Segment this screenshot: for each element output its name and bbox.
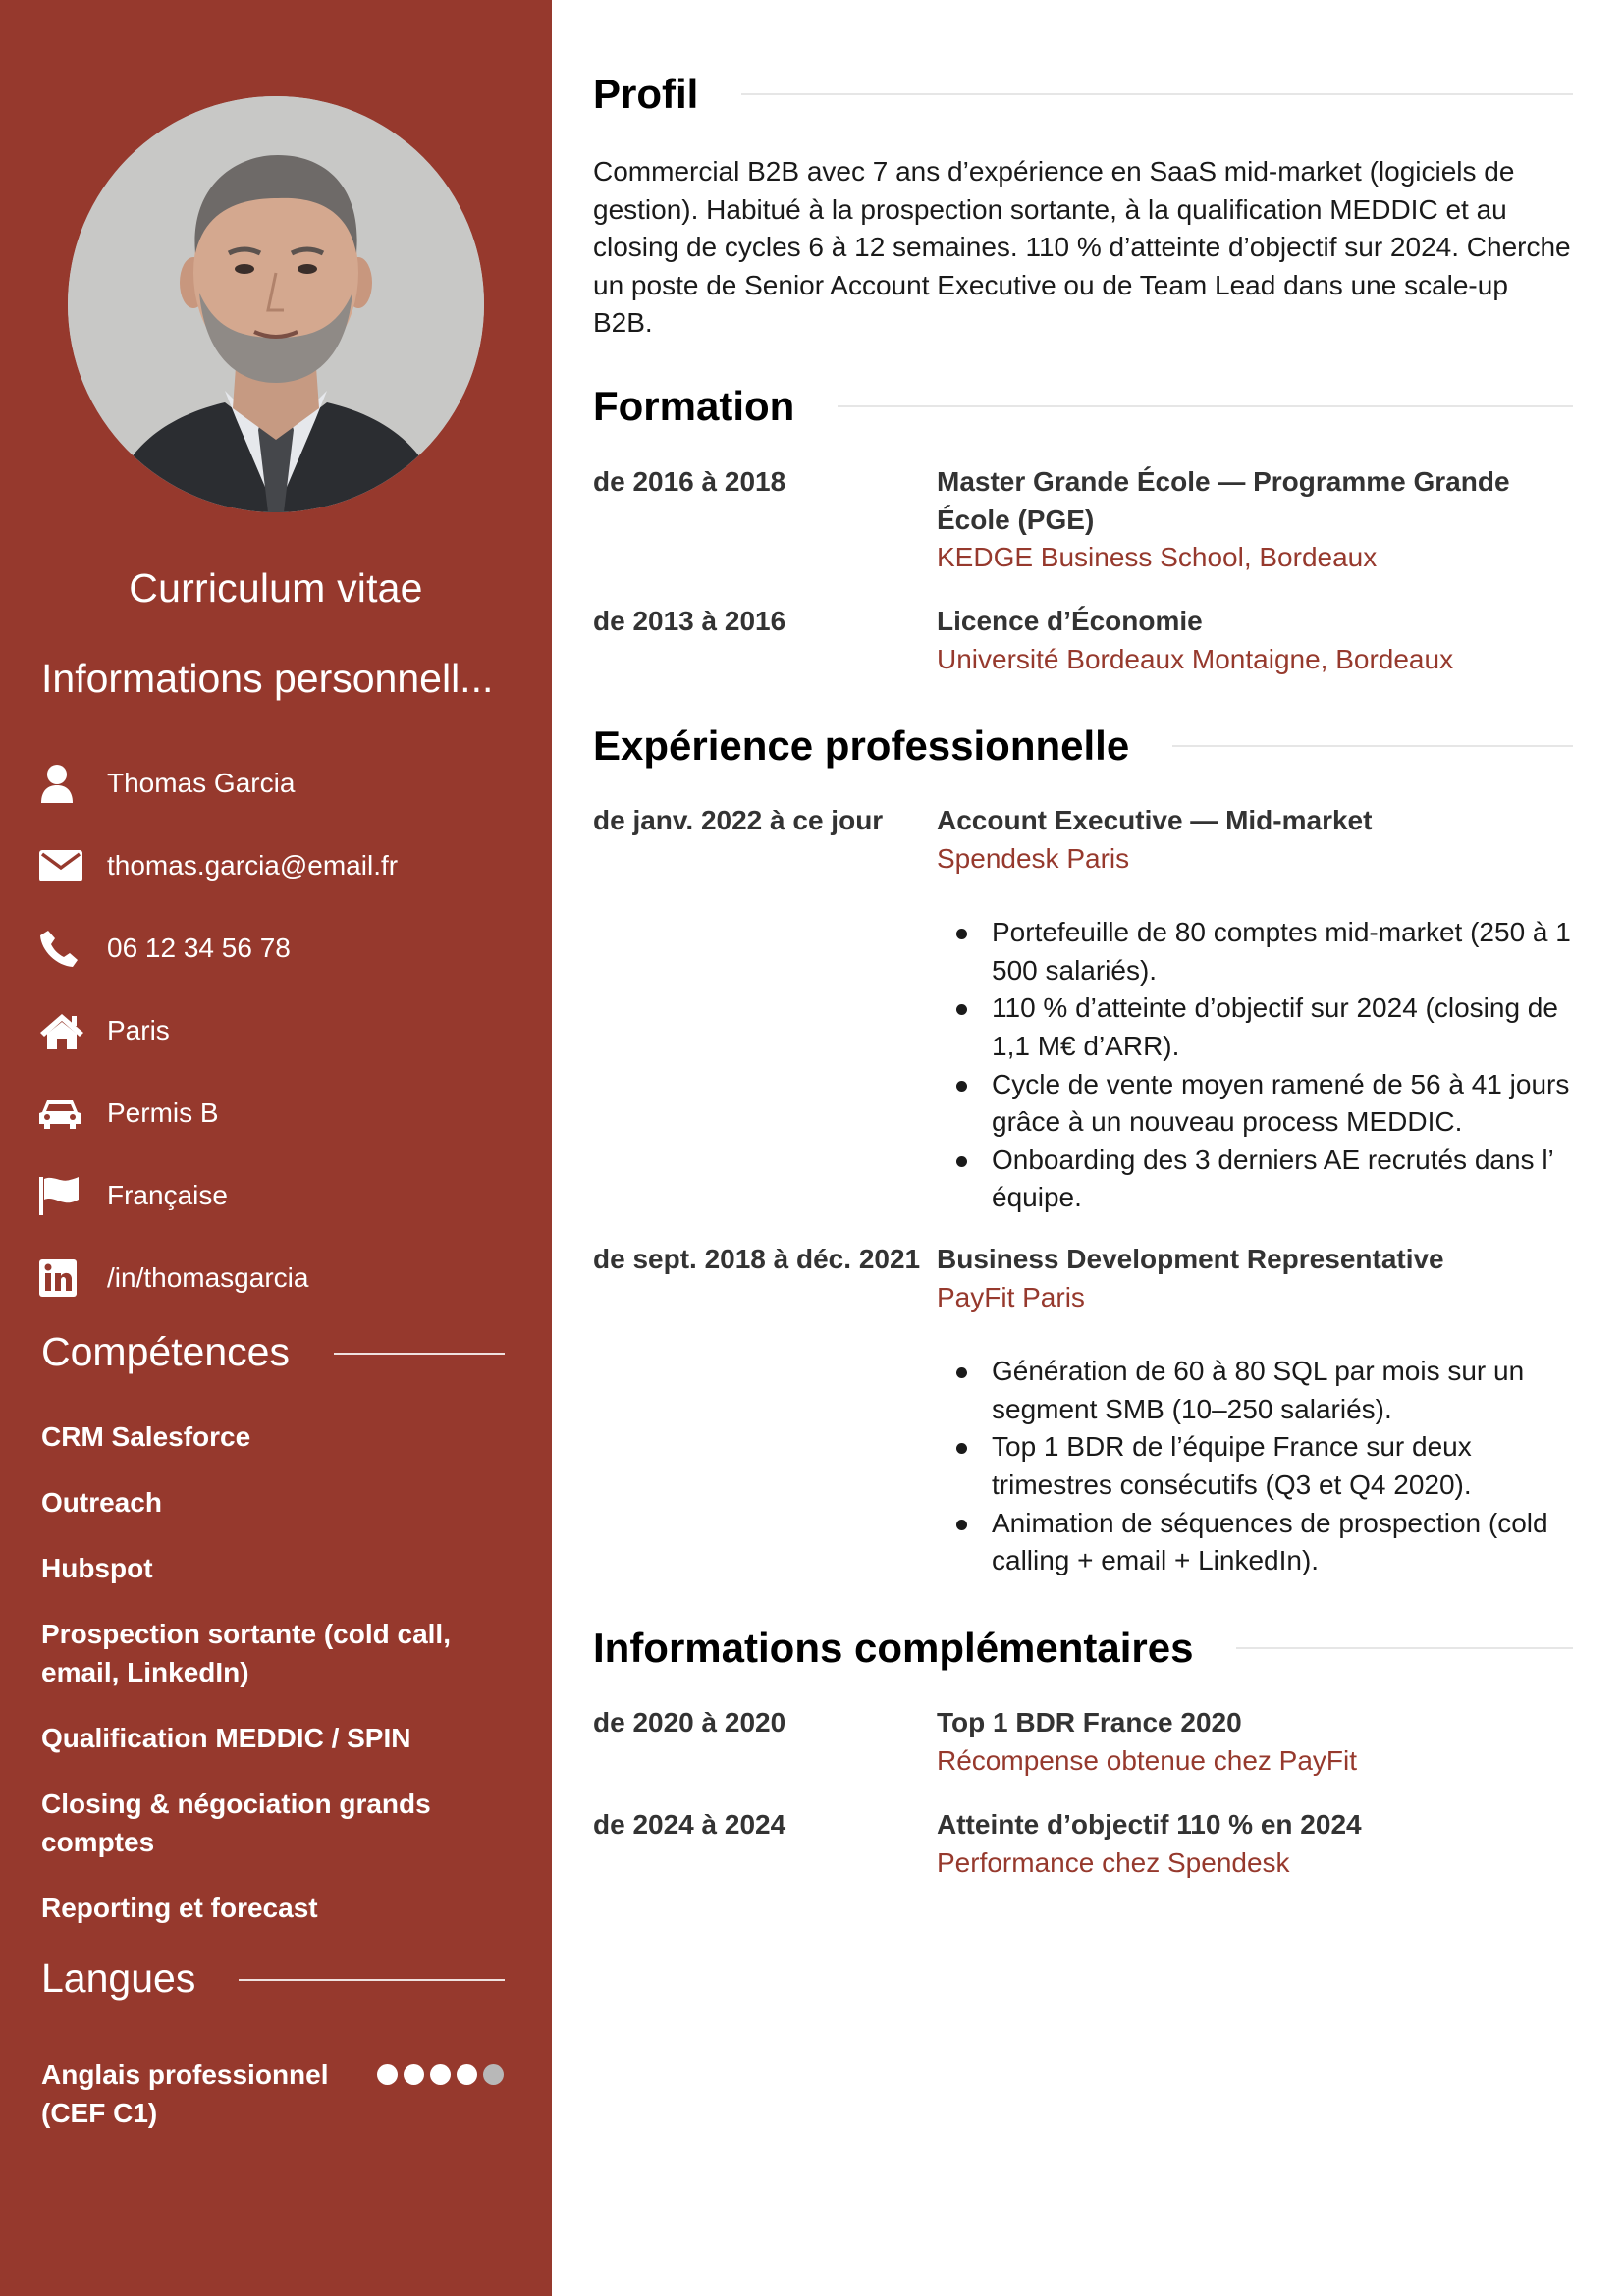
additional-section-header (593, 1625, 1573, 1672)
entry-institution: Université Bordeaux Montaigne, Bordeaux (937, 643, 1454, 674)
language-level-rating (377, 2064, 504, 2085)
achievement-item: 110 % d’atteinte d’objectif sur 2024 (closing de 1,1 M€ d’ARR). (937, 989, 1573, 1065)
experience-section-header (593, 722, 1573, 770)
entry-description: Récompense obtenue chez PayFit (937, 1744, 1358, 1776)
personal-info-email[interactable] (39, 825, 530, 907)
entry-title: Atteinte d’objectif 110 % en 2024 (937, 1809, 1362, 1840)
personal-info-city (39, 989, 530, 1072)
flag-icon (39, 1174, 88, 1217)
personal-info-text: Permis B (107, 1097, 219, 1128)
personal-info-text: Française (107, 1180, 228, 1210)
personal-info-list (39, 742, 530, 1319)
user-icon (39, 762, 88, 805)
personal-info-nationality (39, 1154, 530, 1237)
section-divider (1236, 1647, 1573, 1649)
education-heading: Formation (593, 383, 795, 429)
entry-title: Business Development Representative (937, 1244, 1444, 1274)
entry-company: Spendesk Paris (937, 842, 1130, 874)
level-dot-filled (377, 2064, 398, 2085)
level-dot-filled (404, 2064, 424, 2085)
experience-heading: Expérience professionnelle (593, 722, 1130, 769)
achievement-item: Top 1 BDR de l’équipe France sur deux trimestres consécutifs (Q3 et Q4 2020). (937, 1428, 1573, 1504)
skill-item: Qualification MEDDIC / SPIN (41, 1723, 411, 1753)
achievement-item: Génération de 60 à 80 SQL par mois sur un segment SMB (10–250 salariés). (937, 1353, 1573, 1428)
personal-info-license (39, 1072, 530, 1154)
entry-date: de 2020 à 2020 (593, 1707, 786, 1737)
achievement-item: Cycle de vente moyen ramené de 56 à 41 jours grâce à un nouveau process MEDDIC. (937, 1066, 1573, 1142)
section-divider (1172, 745, 1573, 747)
section-divider (838, 405, 1573, 407)
cv-title: Curriculum vitae (129, 565, 423, 611)
personal-info-name (39, 742, 530, 825)
personal-info-text: /in/thomasgarcia (107, 1262, 309, 1293)
profile-summary: Commercial B2B avec 7 ans d’expérience en SaaS mid-market (logiciels de gestion). Habitué à la prospection sortante, à la qualification MEDDIC et au closing de cycles 6 à 12 semaines. 110 % d’atteinte d’objectif sur 2024. Cherche un poste de Senior Account Executive ou de Team Lead dans une scale-up B2B. (593, 156, 1571, 339)
level-dot-filled (430, 2064, 451, 2085)
achievement-item: Animation de séquences de prospection (cold calling + email + LinkedIn). (937, 1505, 1573, 1580)
entry-description: Performance chez Spendesk (937, 1846, 1290, 1878)
language-item (41, 2056, 513, 2132)
entry-date: de 2024 à 2024 (593, 1809, 786, 1840)
personal-info-text: 06 12 34 56 78 (107, 933, 291, 963)
linkedin-icon (39, 1256, 88, 1300)
profile-photo (68, 96, 484, 512)
entry-body (937, 463, 1573, 577)
additional-heading: Informations complémentaires (593, 1625, 1194, 1671)
personal-info-text: Paris (107, 1015, 170, 1045)
entry-title: Top 1 BDR France 2020 (937, 1707, 1242, 1737)
achievement-list (937, 1353, 1573, 1580)
skill-item: Prospection sortante (cold call, email, LinkedIn) (41, 1619, 451, 1687)
personal-info-text: Thomas Garcia (107, 768, 296, 798)
achievement-item: Onboarding des 3 derniers AE recrutés dans l’ équipe. (937, 1142, 1573, 1217)
level-dot-filled (457, 2064, 477, 2085)
entry-body (937, 603, 1573, 678)
entry-institution: KEDGE Business School, Bordeaux (937, 542, 1378, 573)
skills-list (41, 1417, 513, 1954)
skill-item: Hubspot (41, 1553, 153, 1583)
entry-body (937, 1241, 1573, 1580)
education-section-header (593, 383, 1573, 430)
languages-heading: Langues (41, 1955, 196, 2001)
entry-body (937, 1806, 1573, 1882)
entry-date: de 2016 à 2018 (593, 466, 786, 497)
personal-info-phone[interactable] (39, 907, 530, 989)
skills-heading: Compétences (41, 1329, 290, 1374)
skill-item: Reporting et forecast (41, 1893, 318, 1923)
entry-company: PayFit Paris (937, 1281, 1085, 1312)
skill-item: Outreach (41, 1487, 162, 1518)
profile-section-header (593, 71, 1573, 118)
entry-title: Licence d’Économie (937, 606, 1203, 636)
languages-divider (239, 1979, 505, 1981)
achievement-item: Portefeuille de 80 comptes mid-market (250 à 1 500 salariés). (937, 914, 1573, 989)
entry-date: de 2013 à 2016 (593, 606, 786, 636)
car-icon (39, 1092, 88, 1135)
phone-icon (39, 927, 88, 970)
skill-item: Closing & négociation grands comptes (41, 1789, 431, 1857)
entry-body (937, 1704, 1573, 1780)
entry-date: de janv. 2022 à ce jour (593, 805, 884, 835)
entry-title: Master Grande École — Programme Grande École (PGE) (937, 466, 1510, 535)
skill-item: CRM Salesforce (41, 1421, 251, 1452)
home-icon (39, 1009, 88, 1052)
skills-divider (334, 1353, 505, 1355)
profile-heading: Profil (593, 71, 699, 117)
personal-info-text: thomas.garcia@email.fr (107, 850, 399, 881)
personal-info-linkedin[interactable] (39, 1237, 530, 1319)
entry-body (937, 802, 1573, 1217)
personal-info-heading: Informations personnell... (41, 656, 494, 701)
section-divider (741, 93, 1573, 95)
achievement-list (937, 914, 1573, 1217)
language-name: Anglais professionnel (CEF C1) (41, 2059, 329, 2128)
entry-date: de sept. 2018 à déc. 2021 (593, 1244, 921, 1274)
entry-title: Account Executive — Mid-market (937, 805, 1373, 835)
sidebar (0, 0, 552, 2296)
envelope-icon (39, 844, 88, 887)
level-dot-empty (483, 2064, 504, 2085)
